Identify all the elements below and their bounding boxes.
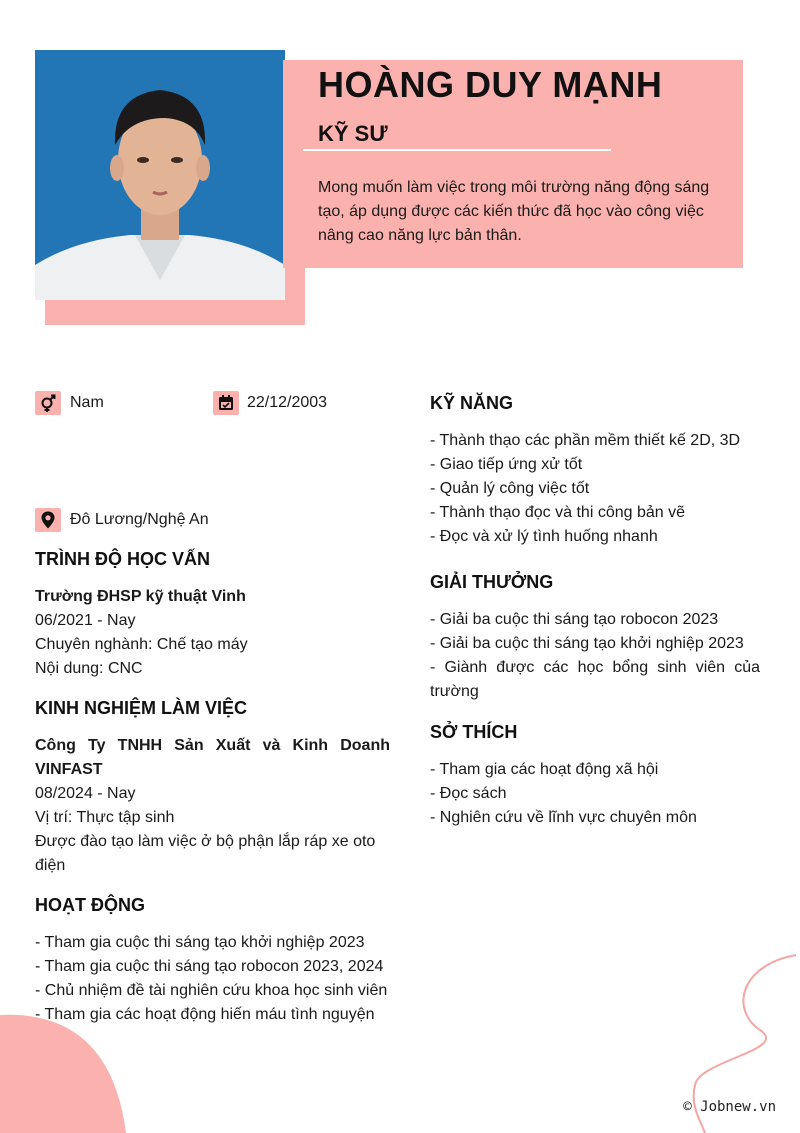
activity-item: - Tham gia các hoạt động hiến máu tình nguyện [35,1006,375,1023]
hobby-item: - Tham gia các hoạt động xã hội [430,761,659,778]
experience-period: 08/2024 - Nay [35,785,136,802]
career-objective: Mong muốn làm việc trong môi trường năng động sáng tạo, áp dụng được các kiến thức đã học vào công việc nâng cao năng lực bản thân. [318,179,710,244]
experience-position: Vị trí: Thực tập sinh [35,809,175,826]
hobbies-list [430,758,760,830]
hobbies-heading: SỞ THÍCH [430,722,518,742]
birth-date: 22/12/2003 [247,394,328,411]
activities-heading: HOẠT ĐỘNG [35,895,145,915]
gender-value: Nam [70,394,104,411]
footer-copyright: © Jobnew.vn [683,1099,776,1115]
experience-description: Được đào tạo làm việc ở bộ phận lắp ráp xe oto điện [35,833,376,874]
skill-item: - Đọc và xử lý tình huống nhanh [430,528,658,545]
awards-heading: GIẢI THƯỞNG [430,572,554,592]
skills-list [430,429,760,549]
candidate-name: HOÀNG DUY MẠNH [318,64,663,105]
skill-item: - Thành thạo đọc và thi công bản vẽ [430,504,685,521]
job-title: KỸ SƯ [318,121,388,146]
awards-list [430,608,760,704]
experience-section [35,734,390,878]
hobby-item: - Nghiên cứu về lĩnh vực chuyên môn [430,809,697,826]
school-name: Trường ĐHSP kỹ thuật Vinh [35,588,246,605]
skills-heading: KỸ NĂNG [430,393,514,413]
skill-item: - Thành thạo các phần mềm thiết kế 2D, 3D [430,432,741,449]
education-content: Nội dung: CNC [35,660,143,677]
corner-blob [0,1015,126,1133]
activity-item: - Tham gia cuộc thi sáng tạo khởi nghiệp 2023 [35,934,365,951]
skill-item: - Quản lý công việc tốt [430,480,590,497]
education-section [35,585,390,681]
profile-photo [35,50,285,300]
activity-item: - Tham gia cuộc thi sáng tạo robocon 2023, 2024 [35,958,384,975]
calendar-icon [213,391,239,415]
education-heading: TRÌNH ĐỘ HỌC VẤN [35,549,210,569]
title-divider [303,149,611,151]
hobby-item: - Đọc sách [430,785,507,802]
education-period: 06/2021 - Nay [35,612,136,629]
address-value: Đô Lương/Nghệ An [70,511,209,528]
award-item: - Giải ba cuộc thi sáng tạo khởi nghiệp 2023 [430,635,744,652]
company-name: Công Ty TNHH Sản Xuất và Kinh Doanh VINFAST [35,737,390,778]
gender-icon [35,391,61,415]
activities-list [35,931,390,1027]
location-pin-icon [35,508,61,532]
experience-heading: KINH NGHIỆM LÀM VIỆC [35,698,248,718]
skill-item: - Giao tiếp ứng xử tốt [430,456,583,473]
education-major: Chuyên nghành: Chế tạo máy [35,636,248,653]
award-item: - Giải ba cuộc thi sáng tạo robocon 2023 [430,611,719,628]
award-item: - Giành được các học bổng sinh viên của trường [430,659,760,700]
activity-item: - Chủ nhiệm đề tài nghiên cứu khoa học sinh viên [35,982,388,999]
